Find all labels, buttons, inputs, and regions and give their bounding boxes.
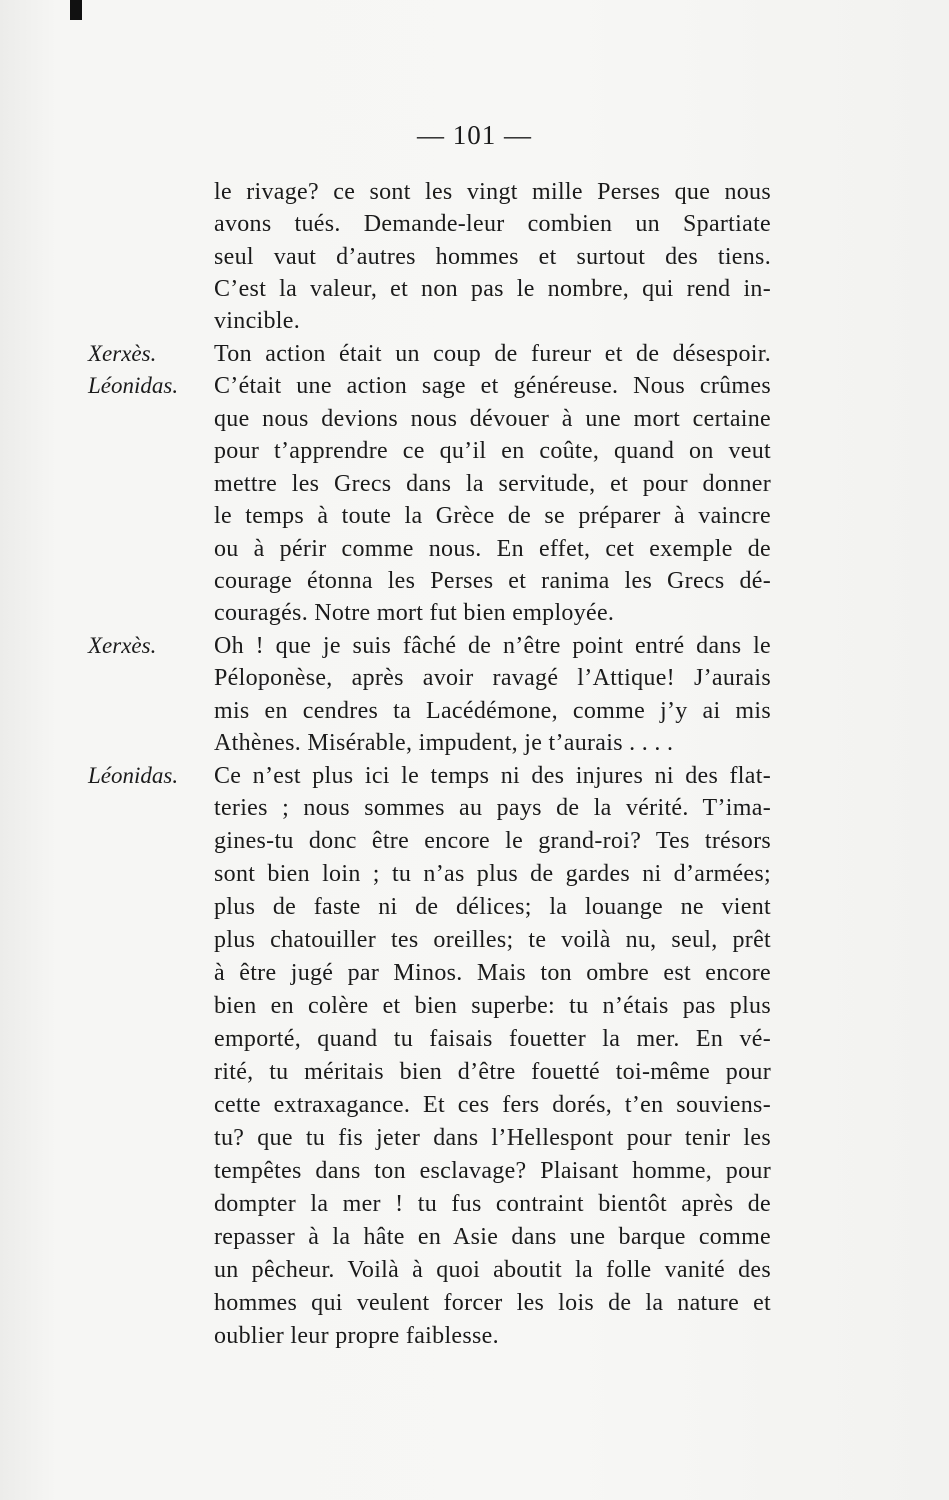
text-line: mis en cendres ta Lacédémone, comme j’y ai mis [214,698,771,724]
text-line: plus de faste ni de délices; la louange ne vient [214,894,771,920]
text-line: pour t’apprendre ce qu’il en coûte, quand on veut [214,438,771,464]
text-line: Oh ! que je suis fâché de n’être point entré dans le [214,633,771,659]
speaker-label-xerxes: Xerxès. [88,633,157,658]
text-line: cette extraxagance. Et ces fers dorés, t’en souviens- [214,1092,771,1118]
text-line: avons tués. Demande-leur combien un Spartiate [214,211,771,237]
text-line: oublier leur propre faiblesse. [214,1323,499,1349]
text-line: bien en colère et bien superbe: tu n’étais pas plus [214,993,771,1019]
text-line: un pêcheur. Voilà à quoi aboutit la folle vanité des [214,1257,771,1283]
text-line: Athènes. Misérable, impudent, je t’aurais . . . . [214,730,674,756]
text-line: ou à périr comme nous. En effet, cet exemple de [214,536,771,562]
text-line: le rivage? ce sont les vingt mille Perses que nous [214,179,771,205]
text-line: plus chatouiller tes oreilles; te voilà nu, seul, prêt [214,927,771,953]
text-line: seul vaut d’autres hommes et surtout des tiens. [214,244,771,270]
text-line: sont bien loin ; tu n’as plus de gardes ni d’armées; [214,861,771,887]
text-line: gines-tu donc être encore le grand-roi? Tes trésors [214,828,771,854]
speaker-label-xerxes: Xerxès. [88,341,157,366]
text-line: le temps à toute la Grèce de se préparer à vaincre [214,503,771,529]
text-line: que nous devions nous dévouer à une mort certaine [214,406,771,432]
text-line: teries ; nous sommes au pays de la vérité. T’ima- [214,795,771,821]
text-line: mettre les Grecs dans la servitude, et pour donner [214,471,771,497]
text-line: tu? que tu fis jeter dans l’Hellespont pour tenir les [214,1125,771,1151]
text-line: tempêtes dans ton esclavage? Plaisant homme, pour [214,1158,771,1184]
speaker-label-leonidas: Léonidas. [88,763,179,788]
page-number: — 101 — [417,120,532,150]
speaker-label-leonidas: Léonidas. [88,373,179,398]
text-line: à être jugé par Minos. Mais ton ombre est encore [214,960,771,986]
text-line: Péloponèse, après avoir ravagé l’Attique! J’aurais [214,665,771,691]
text-line: couragés. Notre mort fut bien employée. [214,600,615,626]
text-line: C’était une action sage et généreuse. Nous crûmes [214,373,771,399]
text-line: vincible. [214,308,301,334]
text-line: courage étonna les Perses et ranima les Grecs dé- [214,568,771,594]
text-line: repasser à la hâte en Asie dans une barque comme [214,1224,771,1250]
text-line: C’est la valeur, et non pas le nombre, qui rend in- [214,276,771,302]
text-line: dompter la mer ! tu fus contraint bientôt après de [214,1191,771,1217]
scan-mark [70,0,82,20]
text-line: hommes qui veulent forcer les lois de la nature et [214,1290,771,1316]
text-line: emporté, quand tu faisais fouetter la mer. En vé- [214,1026,771,1052]
text-line: rité, tu méritais bien d’être fouetté toi-même pour [214,1059,771,1085]
text-line: Ton action était un coup de fureur et de désespoir. [214,341,771,367]
text-line: Ce n’est plus ici le temps ni des injures ni des flat- [214,763,771,789]
